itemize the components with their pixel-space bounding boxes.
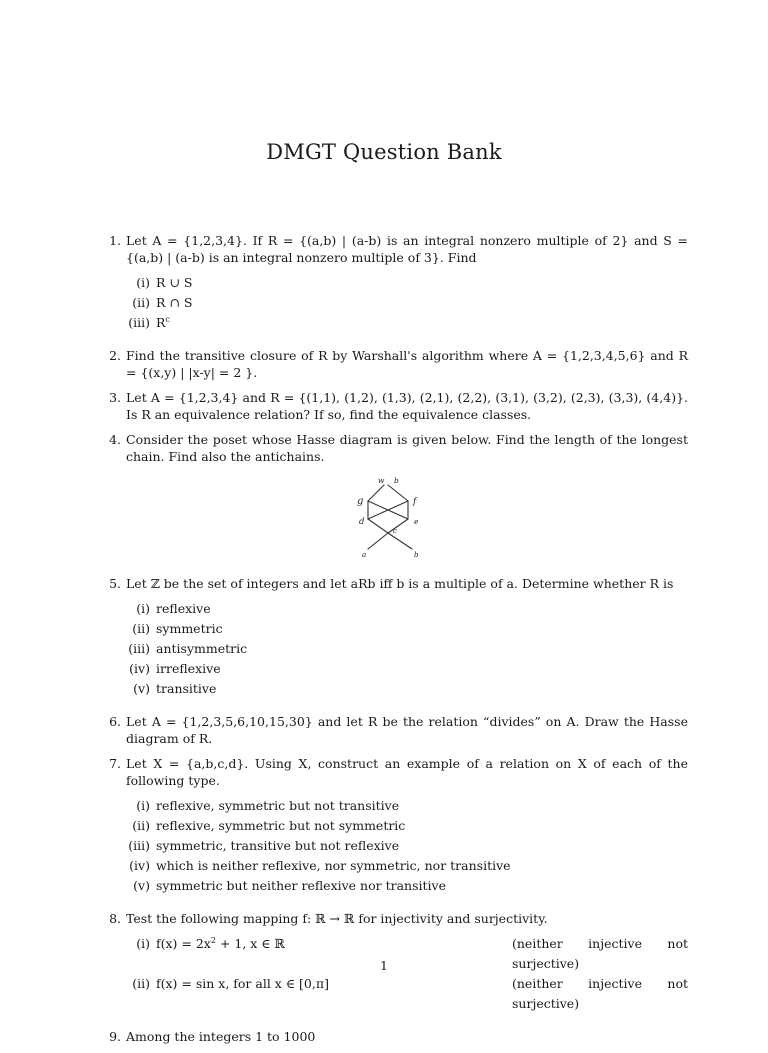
sub-question-number: (iii) xyxy=(128,641,150,656)
page-title: DMGT Question Bank xyxy=(266,140,502,164)
question-number: 4. xyxy=(109,432,121,447)
sub-question-list xyxy=(126,934,688,1014)
hasse-label: f xyxy=(413,497,417,507)
question-text: Let ℤ be the set of integers and let aRb iff b is a multiple of a. Determine whether R is xyxy=(126,576,674,591)
hasse-label: c xyxy=(393,527,397,535)
sub-question-number: (i) xyxy=(136,936,150,951)
question-text: Find the transitive closure of R by Warshall's algorithm where A = {1,2,3,4,5,6} and R = {(x,y) | |x-y| = 2 }. xyxy=(126,348,688,380)
hasse-edge xyxy=(388,533,412,549)
sub-question-text: antisymmetric xyxy=(156,641,248,656)
sub-question-text: reflexive xyxy=(156,601,211,616)
sub-question-list xyxy=(126,796,688,896)
sub-question xyxy=(126,836,688,856)
question-text: Let A = {1,2,3,4}. If R = {(a,b) | (a-b) is an integral nonzero multiple of 2} and S = {(a,b) | (a-b) is an integral nonzero multiple of 3}. Find xyxy=(126,233,688,265)
hasse-edge xyxy=(388,485,408,501)
sub-question-note: (neither injective not surjective) xyxy=(512,936,688,971)
hasse-edge xyxy=(368,485,384,501)
sub-question-text: R ∪ S xyxy=(156,275,193,290)
sub-question xyxy=(126,679,688,699)
sub-question xyxy=(126,816,688,836)
hasse-diagram-sketch xyxy=(126,477,426,561)
sub-question xyxy=(126,974,688,1014)
sub-question xyxy=(126,599,688,619)
hasse-edge xyxy=(388,519,408,533)
hasse-label: d xyxy=(359,517,365,527)
question-text: Test the following mapping f: ℝ → ℝ for injectivity and surjectivity. xyxy=(126,911,548,926)
sub-question xyxy=(126,796,688,816)
question-item xyxy=(102,347,688,381)
sub-question xyxy=(126,619,688,639)
hasse-label: b xyxy=(414,551,419,559)
function-definition-tail: + 1, x ∈ ℝ xyxy=(215,936,285,951)
sub-question-number: (v) xyxy=(133,878,150,893)
question-number: 8. xyxy=(109,911,121,926)
question-item xyxy=(102,431,688,567)
sub-question-text: symmetric but neither reflexive nor transitive xyxy=(156,878,446,893)
sub-question-number: (v) xyxy=(133,681,150,696)
sub-question-list xyxy=(126,273,688,333)
exponent: 2 xyxy=(210,935,216,945)
question-item xyxy=(102,755,688,902)
sub-question-text: which is neither reflexive, nor symmetric, nor transitive xyxy=(156,858,511,873)
sub-question-number: (iv) xyxy=(129,858,150,873)
question-number: 5. xyxy=(109,576,121,591)
question-number: 9. xyxy=(109,1029,121,1044)
sub-question-number: (i) xyxy=(136,275,150,290)
sub-question-number: (iv) xyxy=(129,661,150,676)
complement-superscript: c xyxy=(165,314,170,324)
question-number: 3. xyxy=(109,390,121,405)
sub-question-text: symmetric, transitive but not reflexive xyxy=(156,838,400,853)
hasse-label: g xyxy=(357,496,364,507)
sub-question-text: irreflexive xyxy=(156,661,221,676)
sub-question xyxy=(126,313,688,333)
sub-question-text: R ∩ S xyxy=(156,295,193,310)
question-item xyxy=(102,389,688,423)
sub-question-number: (i) xyxy=(136,601,150,616)
sub-question xyxy=(126,639,688,659)
sub-question xyxy=(126,293,688,313)
sub-question-list xyxy=(126,599,688,699)
sub-question-note: (neither injective not surjective) xyxy=(512,976,688,1011)
sub-question-number: (ii) xyxy=(132,295,150,310)
page-number: 1 xyxy=(380,958,388,973)
question-list xyxy=(102,232,688,1053)
sub-question xyxy=(126,659,688,679)
question-item xyxy=(102,232,688,339)
hasse-edge xyxy=(368,519,388,533)
hasse-edge xyxy=(368,533,388,549)
sub-question-text: reflexive, symmetric but not transitive xyxy=(156,798,400,813)
hasse-label: w xyxy=(378,477,385,485)
question-item xyxy=(102,1028,688,1045)
question-item xyxy=(102,575,688,705)
sub-question-text: f(x) = sin x, for all x ∈ [0,π] xyxy=(156,976,329,991)
hasse-label: e xyxy=(414,517,419,526)
question-text: Let A = {1,2,3,5,6,10,15,30} and let R be the relation “divides” on A. Draw the Hasse diagram of R. xyxy=(126,714,688,746)
question-text: Among the integers 1 to 1000 xyxy=(126,1029,316,1044)
sub-question xyxy=(126,856,688,876)
question-number: 7. xyxy=(109,756,121,771)
sub-question xyxy=(126,876,688,896)
sub-question xyxy=(126,273,688,293)
question-number: 6. xyxy=(109,714,121,729)
question-text: Let A = {1,2,3,4} and R = {(1,1), (1,2), (1,3), (2,1), (2,2), (3,1), (3,2), (2,3), (3,3), (4,4)}. Is R an equivalence relation? If so, find the equivalence classes. xyxy=(126,390,688,422)
question-number: 2. xyxy=(109,348,121,363)
question-text: Let X = {a,b,c,d}. Using X, construct an example of a relation on X of each of the following type. xyxy=(126,756,688,788)
question-text: Consider the poset whose Hasse diagram is given below. Find the length of the longest chain. Find also the antichains. xyxy=(126,432,688,464)
sub-question-text xyxy=(156,313,688,333)
sub-question-text: reflexive, symmetric but not symmetric xyxy=(156,818,406,833)
question-item xyxy=(102,713,688,747)
sub-question-number: (ii) xyxy=(132,976,150,991)
sub-question-text: symmetric xyxy=(156,621,223,636)
hasse-label: b xyxy=(394,477,399,485)
complement-base: R xyxy=(156,315,166,330)
sub-question-number: (ii) xyxy=(132,621,150,636)
function-definition: f(x) = 2x xyxy=(156,936,211,951)
sub-question-number: (iii) xyxy=(128,315,150,330)
sub-question-number: (i) xyxy=(136,798,150,813)
sub-question-number: (iii) xyxy=(128,838,150,853)
sub-question-number: (ii) xyxy=(132,818,150,833)
sub-question-text: transitive xyxy=(156,681,217,696)
hasse-label: a xyxy=(362,551,367,559)
question-number: 1. xyxy=(109,233,121,248)
